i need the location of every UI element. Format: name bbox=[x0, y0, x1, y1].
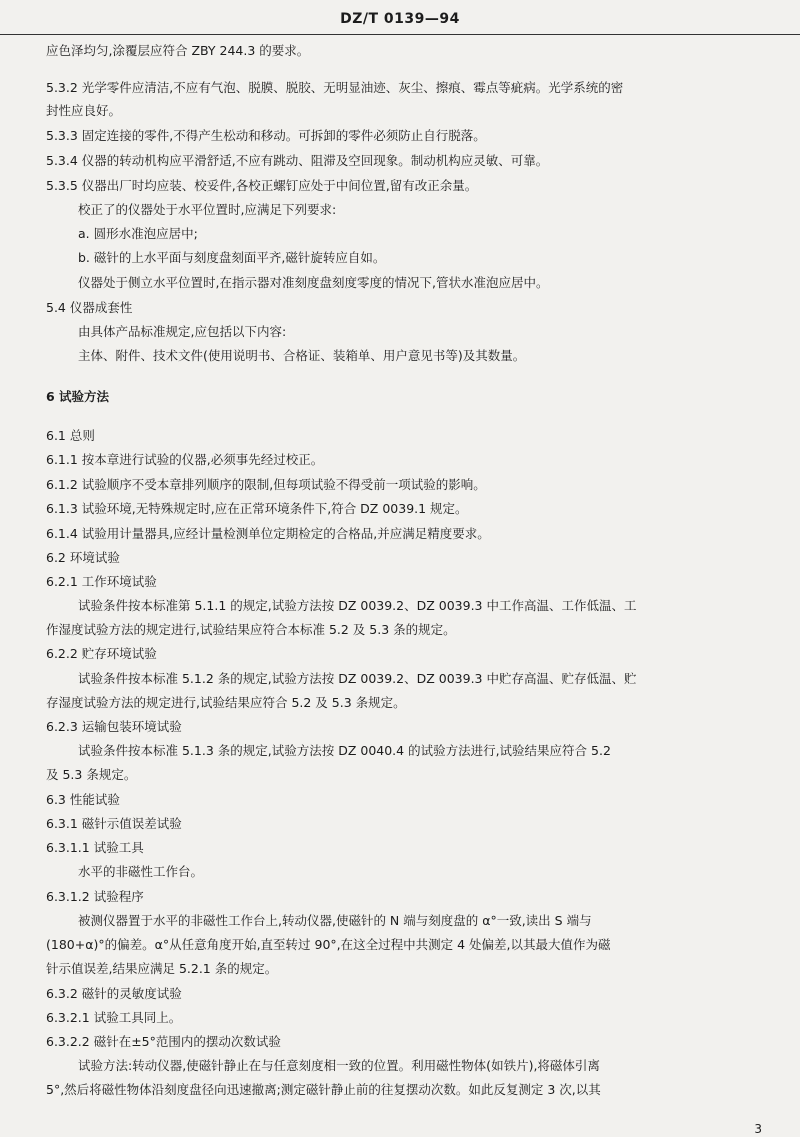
clause-6-2-1: 6.2.1 工作环境试验 bbox=[46, 574, 157, 589]
text-line: 试验条件按本标准 5.1.2 条的规定,试验方法按 DZ 0039.2、DZ 0039.3 中贮存高温、贮存低温、贮 bbox=[78, 671, 637, 686]
text-line: 5°,然后将磁性物体沿刻度盘径向迅速撤离;测定磁针静止前的往复摆动次数。如此反复测定 3 次,以其 bbox=[46, 1082, 601, 1097]
text-line: 试验条件按本标准第 5.1.1 的规定,试验方法按 DZ 0039.2、DZ 0039.3 中工作高温、工作低温、工 bbox=[78, 598, 637, 613]
text-line: (180+α)°的偏差。α°从任意角度开始,直至转过 90°,在这全过程中共测定 4 处偏差,以其最大值作为磁 bbox=[46, 937, 611, 952]
clause-6-3-2: 6.3.2 磁针的灵敏度试验 bbox=[46, 986, 182, 1001]
text-line: 试验条件按本标准 5.1.3 条的规定,试验方法按 DZ 0040.4 的试验方法进行,试验结果应符合 5.2 bbox=[78, 743, 611, 758]
text-line: 校正了的仪器处于水平位置时,应满足下列要求: bbox=[78, 202, 337, 217]
clause-5-4: 5.4 仪器成套性 bbox=[46, 300, 133, 315]
text-line: 及 5.3 条规定。 bbox=[46, 767, 137, 782]
clause-6-3-1-2: 6.3.1.2 试验程序 bbox=[46, 889, 144, 904]
text-line: 作湿度试验方法的规定进行,试验结果应符合本标准 5.2 及 5.3 条的规定。 bbox=[46, 622, 456, 637]
clause-5-3-2: 5.3.2 光学零件应清洁,不应有气泡、脱膜、脱胶、无明显油迹、灰尘、擦痕、霉点等疵病。光学系统的密 bbox=[46, 80, 624, 95]
clause-6-3-2-1: 6.3.2.1 试验工具同上。 bbox=[46, 1010, 182, 1025]
list-item-b: b. 磁针的上水平面与刻度盘刻面平齐,磁针旋转应自如。 bbox=[78, 250, 386, 265]
clause-6-2: 6.2 环境试验 bbox=[46, 550, 120, 565]
clause-6-3-1-1: 6.3.1.1 试验工具 bbox=[46, 840, 144, 855]
text-line: 被测仪器置于水平的非磁性工作台上,转动仪器,使磁针的 N 端与刻度盘的 α°一致,读出 S 端与 bbox=[78, 913, 592, 928]
clause-5-3-4: 5.3.4 仪器的转动机构应平滑舒适,不应有跳动、阻滞及空回现象。制动机构应灵敏、可靠。 bbox=[46, 153, 549, 168]
text-line: 存湿度试验方法的规定进行,试验结果应符合 5.2 及 5.3 条规定。 bbox=[46, 695, 406, 710]
text-line: 试验方法:转动仪器,使磁针静止在与任意刻度相一致的位置。利用磁性物体(如铁片),将磁体引离 bbox=[78, 1058, 600, 1073]
clause-6-1: 6.1 总则 bbox=[46, 428, 95, 443]
clause-5-3-3: 5.3.3 固定连接的零件,不得产生松动和移动。可拆卸的零件必须防止自行脱落。 bbox=[46, 128, 486, 143]
page-number: 3 bbox=[754, 1122, 762, 1136]
text-line: 由具体产品标准规定,应包括以下内容: bbox=[78, 324, 287, 339]
clause-5-3-5: 5.3.5 仪器出厂时均应装、校妥件,各校正螺钉应处于中间位置,留有改正余量。 bbox=[46, 178, 478, 193]
clause-6-1-3: 6.1.3 试验环境,无特殊规定时,应在正常环境条件下,符合 DZ 0039.1 规定。 bbox=[46, 501, 468, 516]
clause-6-3-1: 6.3.1 磁针示值误差试验 bbox=[46, 816, 182, 831]
standard-code: DZ/T 0139—94 bbox=[340, 11, 460, 27]
clause-6-2-3: 6.2.3 运输包装环境试验 bbox=[46, 719, 182, 734]
list-item-a: a. 圆形水准泡应居中; bbox=[78, 226, 198, 241]
clause-6-3: 6.3 性能试验 bbox=[46, 792, 120, 807]
clause-6-1-2: 6.1.2 试验顺序不受本章排列顺序的限制,但每项试验不得受前一项试验的影响。 bbox=[46, 477, 486, 492]
text-line: 应色泽均匀,涂覆层应符合 ZBY 244.3 的要求。 bbox=[46, 43, 310, 58]
clause-6-1-4: 6.1.4 试验用计量器具,应经计量检测单位定期检定的合格品,并应满足精度要求。 bbox=[46, 526, 490, 541]
text-line: 主体、附件、技术文件(使用说明书、合格证、装箱单、用户意见书等)及其数量。 bbox=[78, 348, 526, 363]
text-line: 仪器处于侧立水平位置时,在指示器对准刻度盘刻度零度的情况下,管状水准泡应居中。 bbox=[78, 275, 549, 290]
clause-6-2-2: 6.2.2 贮存环境试验 bbox=[46, 646, 157, 661]
text-line: 水平的非磁性工作台。 bbox=[78, 864, 204, 879]
text-line: 封性应良好。 bbox=[46, 103, 122, 118]
section-6-heading: 6 试验方法 bbox=[46, 389, 110, 404]
text-line: 针示值误差,结果应满足 5.2.1 条的规定。 bbox=[46, 961, 278, 976]
page-header bbox=[0, 4, 800, 35]
clause-6-1-1: 6.1.1 按本章进行试验的仪器,必须事先经过校正。 bbox=[46, 452, 324, 467]
clause-6-3-2-2: 6.3.2.2 磁针在±5°范围内的摆动次数试验 bbox=[46, 1034, 281, 1049]
